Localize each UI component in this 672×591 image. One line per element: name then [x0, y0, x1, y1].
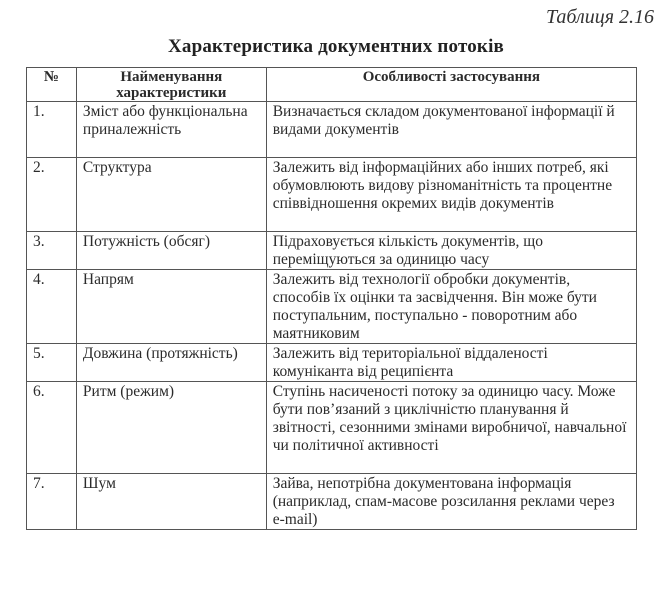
- row-name: Потужність (обсяг): [76, 232, 266, 270]
- table-row: [27, 344, 637, 382]
- row-number: 7.: [27, 474, 77, 530]
- table-title: Характеристика документних потоків: [167, 36, 505, 57]
- row-number: 4.: [27, 270, 77, 344]
- row-name: Напрям: [76, 270, 266, 344]
- row-number: 3.: [27, 232, 77, 270]
- header-number: №: [27, 68, 77, 102]
- row-name: Структура: [76, 158, 266, 232]
- table-header: [27, 68, 637, 102]
- table-row: [27, 232, 637, 270]
- row-description: Визначається складом документованої інформації й видами документів: [266, 102, 636, 158]
- characteristics-table: [26, 67, 637, 530]
- row-description: Ступінь насиченості потоку за одиницю часу. Може бути пов’язаний з циклічністю планування й звітності, сезонними змінами виробничої, навчальної чи політичної активності: [266, 382, 636, 474]
- row-number: 2.: [27, 158, 77, 232]
- table-row: [27, 158, 637, 232]
- header-description: Особливості застосування: [266, 68, 636, 102]
- row-description: Залежить від територіальної віддаленості комуніканта від реципієнта: [266, 344, 636, 382]
- row-name: Зміст або функціональна приналежність: [76, 102, 266, 158]
- table-body: [27, 102, 637, 530]
- table-row: [27, 102, 637, 158]
- header-name: Найменування характеристики: [76, 68, 266, 102]
- row-number: 5.: [27, 344, 77, 382]
- table-row: [27, 382, 637, 474]
- row-description: Зайва, непотрібна документована інформація (наприклад, спам-масове розсилання реклами через e-mail): [266, 474, 636, 530]
- row-description: Залежить від інформаційних або інших потреб, які обумовлюють видову різноманітність та процентне співвідношення окремих видів документів: [266, 158, 636, 232]
- row-description: Підраховується кількість документів, що переміщуються за одиницю часу: [266, 232, 636, 270]
- row-description: Залежить від технології обробки документів, способів їх оцінки та засвідчення. Він може бути поступальним, поступально - поворотним або маятниковим: [266, 270, 636, 344]
- row-name: Довжина (протяжність): [76, 344, 266, 382]
- row-number: 1.: [27, 102, 77, 158]
- row-name: Шум: [76, 474, 266, 530]
- table-row: [27, 474, 637, 530]
- table-number: Таблиця 2.16: [546, 6, 654, 28]
- row-name: Ритм (режим): [76, 382, 266, 474]
- table-row: [27, 270, 637, 344]
- row-number: 6.: [27, 382, 77, 474]
- header-row: [27, 68, 637, 102]
